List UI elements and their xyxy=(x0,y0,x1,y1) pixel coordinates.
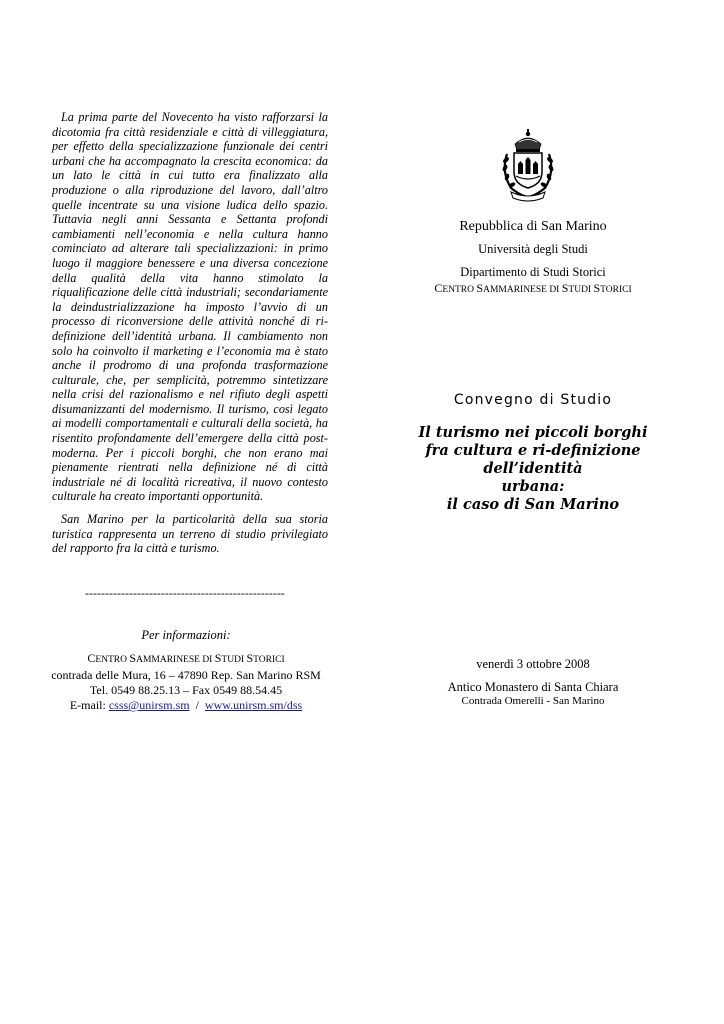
info-heading: Per informazioni: xyxy=(141,628,231,642)
contact-phone: Tel. 0549 88.25.13 – Fax 0549 88.54.45 xyxy=(89,683,283,697)
venue-address: Contrada Omerelli - San Marino xyxy=(461,695,605,707)
event-type: Convegno di Studio xyxy=(453,392,613,408)
email-label: E-mail: xyxy=(69,698,109,712)
intro-text xyxy=(52,110,328,556)
intro-paragraph-2: San Marino per la particolarità della sua storia turistica rappresenta un terreno di studio privilegiato del rapporto fra la città e turismo. xyxy=(52,512,328,556)
republic-name: Repubblica di San Marino xyxy=(459,219,607,234)
event-venue: Antico Monastero di Santa Chiara xyxy=(447,680,619,694)
contact-address: contrada delle Mura, 16 – 47890 Rep. San Marino RSM xyxy=(51,668,321,682)
intro-paragraph-1: La prima parte del Novecento ha visto rafforzarsi la dicotomia fra città residenziale e città di villeggiatura, per effetto della specializzazione funzionale dei centri urbani che ha accompagnato la crescita economica: da un lato le città in cui tutto era finalizzato alla produzione o alla riproduzione del lavoro, dall’altro quelle incentrate su una visione ludica dello spazio. Tuttavia negli anni Sessanta e Settanta profondi cambiamenti nell’economia e nella cultura hanno cominciato ad alterare tali specializzazioni: in primo luogo il maggiore benessere e una diversa concezione della qualità della vita hanno stimolato la riqualificazione delle città industriali; secondariamente la deindustrializzazione ha imposto l’avvio di un processo di riconversione delle attività nonché di ri-definizione dell’identità urbana. Il cambiamento non solo ha coinvolto il marketing e l’economia ma è stato anche il prodromo di una profonda trasformazione culturale, che, per semplicità, potremmo sintetizzare nella crisi del razionalismo e nel rifiuto degli aspetti disumanizzanti del modernismo. Il turismo, così legato ai modelli comportamentali e culturali della società, ha risentito profondamente dell’emergere della città post-moderna. Per i piccoli borghi, che non erano mai pienamente rientrati nella definizione né di città industriale né di località ricreativa, il nuovo contesto culturale ha creato importanti opportunità. xyxy=(52,110,328,504)
centro-name: CENTRO SAMMARINESE DI STUDI STORICI xyxy=(434,281,632,295)
event-title-line: fra cultura e ri-definizione dell’identità xyxy=(425,442,641,477)
event-title-line: Il turismo nei piccoli borghi xyxy=(418,424,648,441)
university-name: Università degli Studi xyxy=(478,242,588,256)
website-link[interactable]: www.unirsm.sm/dss xyxy=(204,698,303,712)
event-title-line: urbana: xyxy=(501,478,565,495)
link-separator: / xyxy=(189,698,205,712)
email-link[interactable]: csss@unirsm.sm xyxy=(108,698,190,712)
contact-centro-name: CENTRO SAMMARINESE DI STUDI STORICI xyxy=(87,651,285,665)
department-name: Dipartimento di Studi Storici xyxy=(460,265,606,279)
event-title xyxy=(392,424,674,514)
contact-links xyxy=(40,698,332,713)
san-marino-coat-of-arms-icon xyxy=(497,128,559,202)
contact-info xyxy=(40,628,332,713)
divider-line: -------------------------------------------------- xyxy=(85,586,285,600)
event-title-line: il caso di San Marino xyxy=(446,496,620,513)
event-date: venerdì 3 ottobre 2008 xyxy=(476,657,590,671)
